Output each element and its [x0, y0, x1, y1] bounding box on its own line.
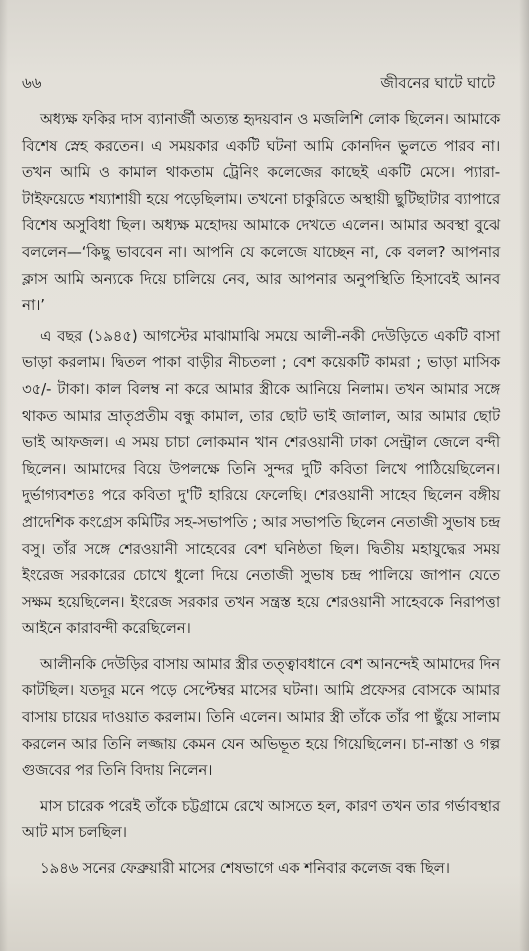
paragraph-house-rent-1945: এ বছর (১৯৪৫) আগস্টের মাঝামাঝি সময়ে আলী-নকী দেউড়িতে একটি বাসা ভাড়া করলাম। দ্বিতল পাকা বাড়ীর নীচতলা ; বেশ কয়েকটি কামরা ; ভাড়া মাসিক ৩৫/- টাকা। কাল বিলম্ব না করে আমার স্ত্রীকে আনিয়ে নিলাম। তখন আমার সঙ্গে থাকত আমার ভ্রাতৃপ্রতীম বন্ধু কামাল, তার ছোট ভাই জালাল, আর আমার ছোট ভাই আফজল। এ সময় চাচা লোকমান খান শেরওয়ানী ঢাকা সেন্ট্রাল জেলে বন্দী ছিলেন। আমাদের বিয়ে উপলক্ষে তিনি সুন্দর দুটি কবিতা লিখে পাঠিয়েছিলেন। দুর্ভাগ্যবশতঃ পরে কবিতা দু'টি হারিয়ে ফেলেছি। শেরওয়ানী সাহেব ছিলেন বঙ্গীয় প্রাদেশিক কংগ্রেস কমিটির সহ-সভাপতি ; আর সভাপতি ছিলেন নেতাজী সুভাষ চন্দ্র বসু। তাঁর সঙ্গে শেরওয়ানী সাহেবের বেশ ঘনিষ্ঠতা ছিল। দ্বিতীয় মহাযুদ্ধের সময় ইংরেজ সরকারের চোখে ধুলো দিয়ে নেতাজী সুভাষ চন্দ্র পালিয়ে জাপান যেতে সক্ষম হয়েছিলেন। ইংরেজ সরকার তখন সন্ত্রস্ত হয়ে শেরওয়ানী সাহেবকে নিরাপত্তা আইনে কারাবন্দী করেছিলেন। — [22, 326, 500, 638]
paragraph-february-1946: ১৯৪৬ সনের ফেব্রুয়ারী মাসের শেষভাগে এক শনিবার কলেজ বন্ধ ছিল। — [40, 859, 450, 878]
page-number: ৬৬ — [22, 74, 42, 92]
page-shadow-right — [519, 0, 529, 951]
page-shadow-left — [0, 0, 8, 951]
paragraph-chittagong: মাস চারেক পরেই তাঁকে চট্টগ্রামে রেখে আসতে হল, কারণ তখন তার গর্ভাবস্থার আট মাস চলছিল। — [22, 796, 500, 842]
paragraph-professor-bose-visit: আলীনকি দেউড়ির বাসায় আমার স্ত্রীর তত্ত্বাবধানে বেশ আনন্দেই আমাদের দিন কাটছিল। যতদূর মনে পড়ে সেপ্টেম্বর মাসের ঘটনা। আমি প্রফেসর বোসকে আমার বাসায় চায়ের দাওয়াত করলাম। তিনি এলেন। আমার স্ত্রী তাঁকে তাঁর পা ছুঁয়ে সালাম করলেন আর তিনি লজ্জায় কেমন যেন অভিভূত হয়ে গিয়েছিলেন। চা-নাস্তা ও গল্প গুজবের পর তিনি বিদায় নিলেন। — [22, 654, 500, 780]
paragraph-principal-kindness: অধ্যক্ষ ফকির দাস ব্যানার্জী অত্যন্ত হৃদয়বান ও মজলিশি লোক ছিলেন। আমাকে বিশেষ স্নেহ করতেন। এ সময়কার একটি ঘটনা আমি কোনদিন ভুলতে পারব না। তখন আমি ও কামাল থাকতাম ট্রেনিং কলেজের কাছেই একটি মেসে। প্যারা-টাইফয়েডে শয্যাশায়ী হয়ে পড়েছিলাম। তখনো চাকুরিতে অস্থায়ী ছুটিছাটার ব্যাপারে বিশেষ অসুবিধা ছিল। অধ্যক্ষ মহোদয় আমাকে দেখতে এলেন। আমার অবস্থা বুঝে বললেন—‘কিছু ভাববেন না। আপনি যে কলেজে যাচ্ছেন না, কে বলল? আপনার ক্লাস আমি অন্যকে দিয়ে চালিয়ে নেব, আর আপনার অনুপস্থিতি হিসাবেই আনব না।’ — [22, 110, 500, 315]
running-title: জীবনের ঘাটে ঘাটে — [380, 74, 495, 92]
page-header — [22, 72, 495, 94]
body-text — [22, 106, 500, 891]
